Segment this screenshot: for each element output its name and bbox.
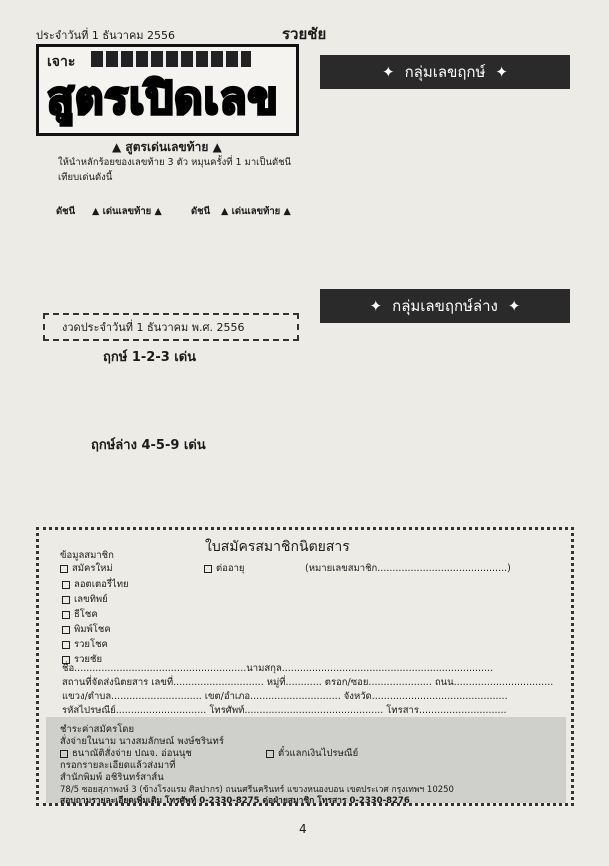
checkbox[interactable] — [62, 581, 70, 589]
magazine-option[interactable] — [62, 637, 108, 652]
checkbox[interactable] — [60, 750, 68, 758]
round-date: งวดประจำวันที่ 1 ธันวาคม พ.ศ. 2556 — [62, 321, 245, 334]
sparkle-icon: ✦ — [382, 63, 395, 81]
formula-description: ให้นำหลักร้อยของเลขท้าย 3 ตัว หมุนครั้งที่ 1 มาเป็นดัชนี เทียบเด่นดังนี้ — [58, 157, 292, 183]
logo-title: สูตรเปิดเลข — [47, 73, 279, 124]
magazine-name: เลขทิพย์ — [74, 594, 108, 605]
form-section-label: ข้อมูลสมาชิก — [60, 550, 114, 561]
address-field[interactable]: สถานที่จัดส่งนิตยสาร เลขที่.............................. หมู่ที่............ ตรอก/ซอย..................... ถนน................................. — [62, 677, 554, 688]
upper-panel-header — [320, 55, 570, 89]
magazine-option[interactable] — [62, 592, 108, 607]
formula-title: ▲ สูตรเด่นเลขท้าย ▲ — [112, 140, 222, 154]
col-value-2: ▲ เด่นเลขท้าย ▲ — [221, 206, 291, 217]
col-index-1: ดัชนี — [56, 206, 76, 217]
payment-postal-order[interactable]: ตั๋วแลกเงินไปรษณีย์ — [266, 746, 358, 761]
col-value-1: ▲ เด่นเลขท้าย ▲ — [92, 206, 162, 217]
checkbox[interactable] — [204, 565, 212, 573]
checkbox[interactable] — [62, 596, 70, 604]
magazine-name: รวยชัย — [74, 654, 103, 665]
checkbox[interactable] — [60, 565, 68, 573]
payment-payee: สั่งจ่ายในนาม นางสมลักษณ์ พงษ์ชรินทร์ — [60, 736, 224, 747]
sparkle-icon: ✦ — [495, 63, 508, 81]
checkbox[interactable] — [62, 611, 70, 619]
checkbox[interactable] — [266, 750, 274, 758]
sparkle-icon: ✦ — [507, 297, 521, 315]
upper-panel-title: กลุ่มเลขฤกษ์ — [404, 63, 486, 81]
area-field[interactable]: แขวง/ตำบล.............................. เขต/อำเภอ.............................. จังหวัด............................................. — [62, 691, 508, 702]
publisher-name: สำนักพิมพ์ อชิรินทร์สาส์น — [60, 772, 164, 783]
payment-money-order[interactable]: ธนาณัติสั่งจ่าย ปณจ. อ่อนนุช — [60, 746, 192, 761]
name-field[interactable]: ชื่อ.........................................................นามสกุล...................................................................... — [62, 663, 494, 674]
magazine-option[interactable] — [62, 577, 129, 592]
issue-date: ประจำวันที่ 1 ธันวาคม 2556 — [36, 29, 176, 42]
page-number: 4 — [299, 822, 307, 836]
renew-subscription[interactable]: ต่ออายุ — [204, 561, 244, 576]
publisher-address: 78/5 ซอยสุภาพงษ์ 3 (ข้างโรงแรม ศิลปากร) ถนนศรีนครินทร์ แขวงหนองบอน เขตประเวศ กรุงเทพฯ 10250 — [60, 785, 454, 795]
magazine-name: ธีโชค — [74, 609, 98, 620]
logo-by: เจาะ — [47, 54, 76, 70]
magazine-name: พิมพ์โชค — [74, 624, 111, 635]
magazine-name: รวยชัย — [282, 25, 327, 43]
send-instruction: กรอกรายละเอียดแล้วส่งมาที่ — [60, 760, 176, 771]
column-logo — [36, 44, 299, 136]
payment-title: ชำระค่าสมัครโดย — [60, 724, 135, 735]
magazine-name: รวยโชค — [74, 639, 108, 650]
col-index-2: ดัชนี — [191, 206, 211, 217]
member-number-field[interactable]: (หมายเลขสมาชิก...........................................) — [305, 563, 511, 574]
checkbox[interactable] — [62, 626, 70, 634]
lower-panel-header — [320, 289, 570, 323]
checkbox[interactable] — [62, 641, 70, 649]
lower-group-title: ฤกษ์ล่าง 4-5-9 เด่น — [91, 438, 206, 453]
form-title: ใบสมัครสมาชิกนิตยสาร — [205, 539, 350, 555]
contact-info: สอบถามรายละเอียดเพิ่มเติม โทรศัพท์ 0-2330-8275 ต่อฝ่ายสมาชิก โทรสาร 0-2330-8276 — [60, 796, 410, 806]
lower-panel-title: กลุ่มเลขฤกษ์ล่าง — [392, 297, 498, 315]
magazine-option[interactable] — [62, 622, 111, 637]
zip-phone-field[interactable]: รหัสไปรษณีย์.............................. โทรศัพท์.............................................. โทรสาร............................. — [62, 705, 507, 716]
new-subscription[interactable]: สมัครใหม่ — [60, 561, 113, 576]
sparkle-icon: ✦ — [369, 297, 383, 315]
upper-group-title: ฤกษ์ 1-2-3 เด่น — [103, 350, 197, 365]
magazine-option[interactable] — [62, 607, 98, 622]
magazine-name: ลอตเตอรี่ไทย — [74, 579, 129, 590]
author-logo-image — [91, 51, 251, 67]
